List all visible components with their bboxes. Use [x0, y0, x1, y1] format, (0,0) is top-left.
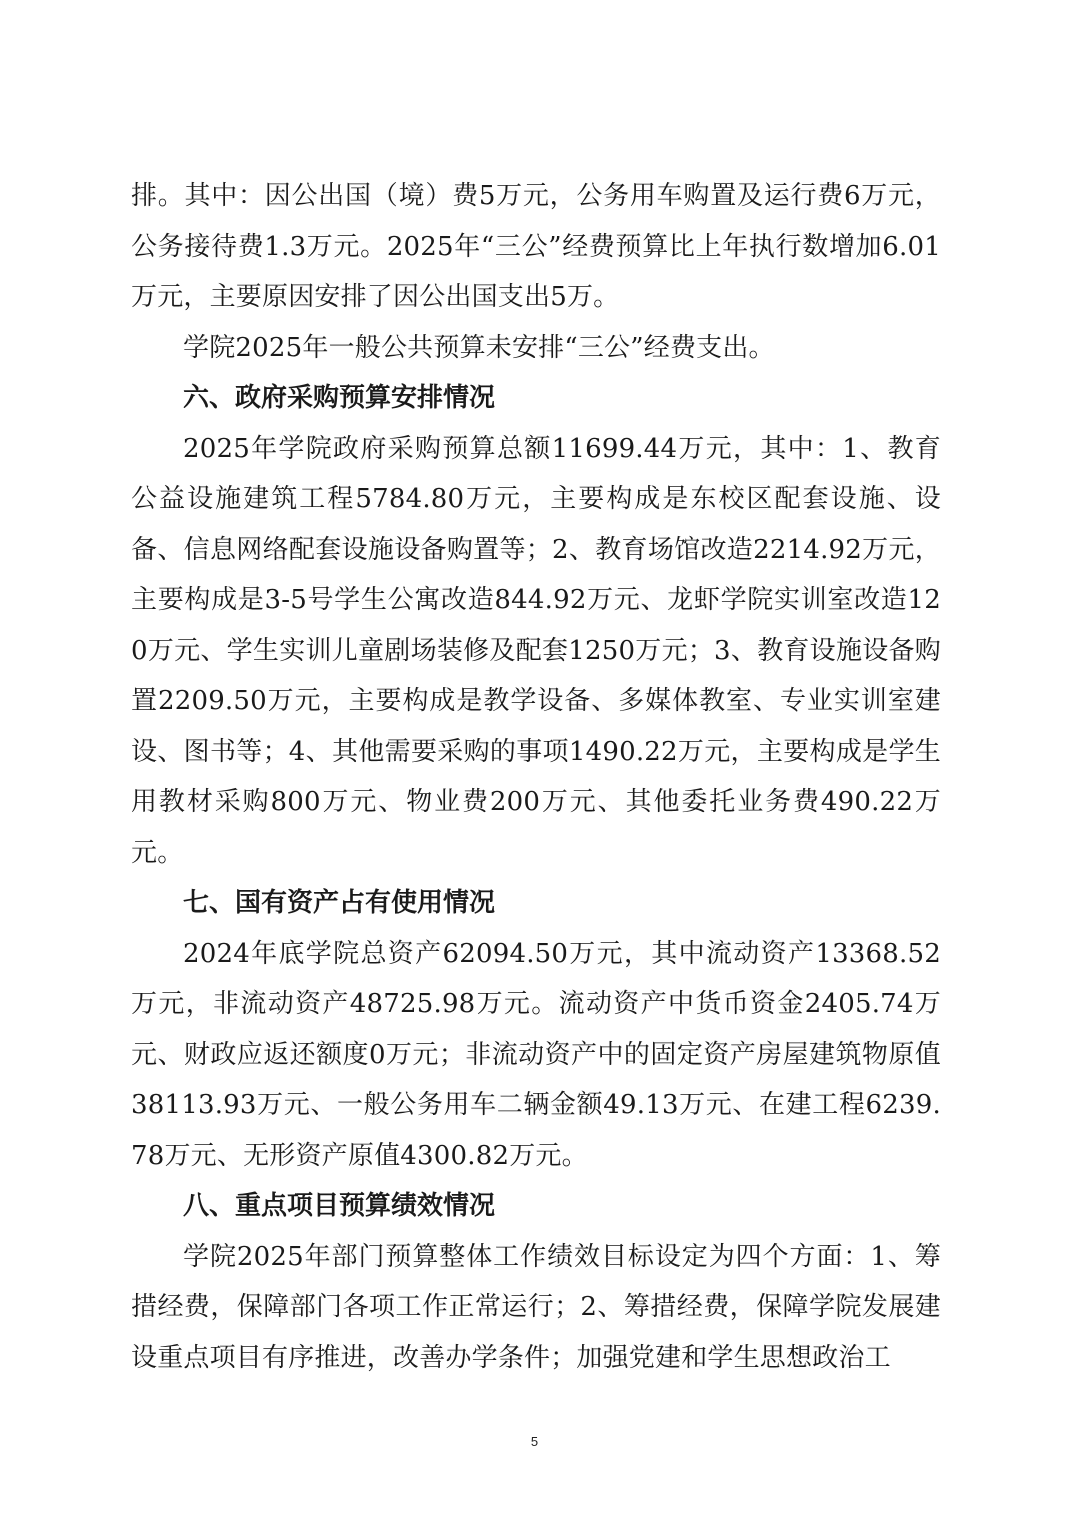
- heading-key-project-performance: 八、重点项目预算绩效情况: [183, 1191, 496, 1221]
- paragraph-sangong-breakdown: 排。其中：因公出国（境）费5万元，公务用车购置及运行费6万元，公务接待费1.3万元。2025年“三公”经费预算比上年执行数增加6.01万元，主要原因安排了因公出国支出5万。: [131, 181, 941, 312]
- paragraph-key-project-performance: 学院2025年部门预算整体工作绩效目标设定为四个方面：1、筹措经费，保障部门各项工作正常运行；2、筹措经费，保障学院发展建设重点项目有序推进，改善办学条件；加强党建和学生思想政治工: [131, 1241, 941, 1373]
- heading-state-assets: 七、国有资产占有使用情况: [183, 888, 496, 918]
- paragraph-general-budget-sangong: 学院2025年一般公共预算未安排“三公”经费支出。: [183, 332, 775, 363]
- paragraph-government-procurement: 2025年学院政府采购预算总额11699.44万元，其中：1、教育公益设施建筑工程5784.80万元，主要构成是东校区配套设施、设备、信息网络配套设施设备购置等；2、教育场馆改造2214.92万元，主要构成是3-5号学生公寓改造844.92万元、龙虾学院实训室改造120万元、学生实训儿童剧场装修及配套1250万元；3、教育设施设备购置2209.50万元，主要构成是教学设备、多媒体教室、专业实训室建设、图书等；4、其他需要采购的事项1490.22万元，主要构成是学生用教材采购800万元、物业费200万元、其他委托业务费490.22万元。: [131, 433, 941, 868]
- heading-government-procurement: 六、政府采购预算安排情况: [183, 383, 496, 413]
- document-body: [131, 171, 941, 1383]
- paragraph-state-assets: 2024年底学院总资产62094.50万元，其中流动资产13368.52万元，非流动资产48725.98万元。流动资产中货币资金2405.74万元、财政应返还额度0万元；非流动资产中的固定资产房屋建筑物原值38113.93万元、一般公务用车二辆金额49.13万元、在建工程6239.78万元、无形资产原值4300.82万元。: [131, 938, 941, 1171]
- page-number: 5: [530, 1434, 539, 1449]
